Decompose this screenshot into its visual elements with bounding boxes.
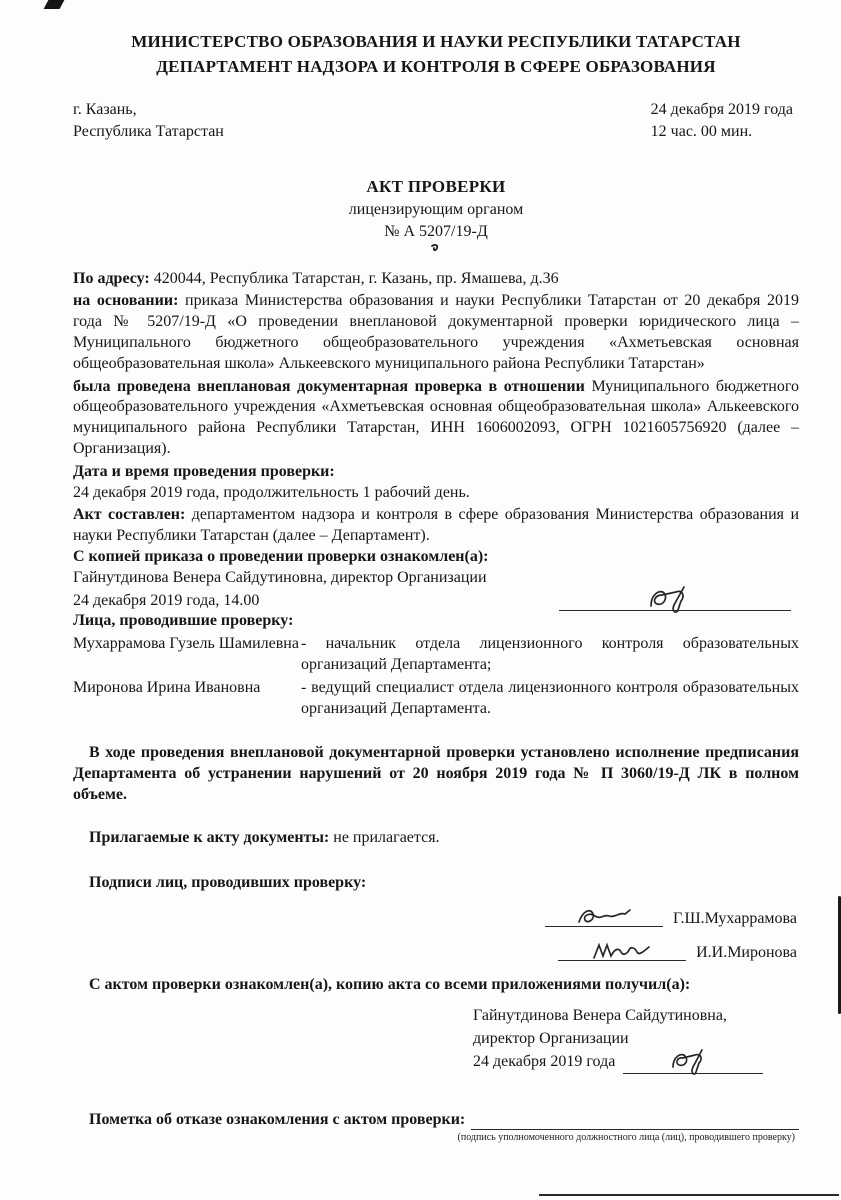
conducted-label: была проведена внеплановая документарная проверка в отношении (73, 377, 585, 395)
document-header (73, 30, 799, 79)
acknowledgment-heading: С актом проверки ознакомлен(а), копию акта со всеми приложениями получил(а): (89, 976, 691, 994)
department-name: ДЕПАРТАМЕНТ НАДЗОРА И КОНТРОЛЯ В СФЕРЕ ОБРАЗОВАНИЯ (156, 56, 716, 76)
inspector-name: Мухаррамова Гузель Шамилевна (73, 635, 299, 653)
copy-acquaintance-section (73, 547, 799, 611)
document-date: 24 декабря 2019 года (650, 101, 793, 119)
document-time: 12 час. 00 мин. (650, 122, 753, 140)
signature-line (558, 943, 686, 961)
refusal-section (73, 1110, 799, 1145)
inspector-role: - ведущий специалист отдела лицензионного контроля образовательных организаций Департамента. (301, 678, 799, 717)
attachments-label: Прилагаемые к акту документы: (89, 828, 330, 846)
datetime-block (651, 99, 799, 142)
scan-artifact-bottom-edge (539, 1194, 839, 1196)
meta-row (73, 99, 799, 142)
handwritten-signature (665, 1047, 721, 1077)
signature-line (559, 593, 791, 611)
address-text: 420044, Республика Татарстан, г. Казань, пр. Ямашева, д.36 (153, 269, 559, 287)
place-block (73, 99, 224, 142)
scan-artifact-top-left (44, 0, 65, 9)
signature-line (623, 1056, 763, 1074)
copy-person: Гайнутдинова Венера Сайдутиновна, директор Организации (73, 568, 487, 586)
acknowledgment-position: директор Организации (473, 1030, 629, 1048)
handwritten-signature (575, 904, 633, 930)
refusal-label: Пометка об отказе ознакомления с актом проверки: (89, 1110, 466, 1128)
inspector-signature-row (73, 943, 799, 961)
inspectors-section (73, 611, 799, 719)
document-body (73, 269, 799, 1145)
document-title: АКТ ПРОВЕРКИ (366, 177, 506, 197)
acknowledgment-block (473, 1004, 799, 1074)
refusal-caption: (подпись уполномоченного должностного лица (лиц), проводившего проверку) (457, 1132, 795, 1144)
conducted-text: Муниципального бюджетного общеобразовательного учреждения «Ахметьевская основная общеобразовательная школа» Алькеевского муниципального района Республики Татарстан, ИНН 1606002093, ОГРН 1021605756920 (далее – Организация). (73, 377, 800, 457)
signature-line (545, 909, 663, 927)
datetime-text: 24 декабря 2019 года, продолжительность 1 рабочий день. (73, 483, 470, 501)
copy-date: 24 декабря 2019 года, 14.00 (73, 591, 260, 609)
acknowledgment-date: 24 декабря 2019 года (473, 1053, 616, 1071)
inspector-role: - начальник отдела лицензионного контроля образовательных организаций Департамента; (301, 635, 799, 673)
composed-text: департаментом надзора и контроля в сфере образования Министерства образования и науки Республики Татарстан (далее – Департамент). (73, 506, 800, 545)
signatures-heading: Подписи лиц, проводивших проверку: (89, 873, 367, 891)
inspector-name: Миронова Ирина Ивановна (73, 678, 261, 696)
place-city: г. Казань, (73, 101, 137, 119)
composed-label: Акт составлен: (73, 506, 186, 524)
copy-label: С копией приказа о проведении проверки ознакомлен(а): (73, 547, 489, 565)
inspector-signature-name: Г.Ш.Мухаррамова (673, 909, 797, 927)
attachments-paragraph (73, 828, 799, 849)
refusal-signature-line (471, 1112, 799, 1130)
address-label: По адресу: (73, 269, 150, 287)
document-subtitle: лицензирующим органом (348, 201, 524, 219)
basis-label: на основании: (73, 292, 179, 310)
ink-mark (429, 243, 443, 253)
acknowledgment-person: Гайнутдинова Венера Сайдутиновна, (473, 1007, 727, 1025)
findings-paragraph: В ходе проведения внеплановой документарной проверки установлено исполнение предписания Департамента об устранении нарушений от 20 ноября 2019 года № П 3060/19-Д ЛК в полном объеме. (73, 744, 799, 803)
inspector-signature-name: И.И.Миронова (696, 943, 797, 961)
datetime-paragraph (73, 462, 799, 504)
address-paragraph (73, 269, 799, 290)
conducted-paragraph (73, 377, 799, 460)
composed-paragraph (73, 505, 799, 547)
place-region: Республика Татарстан (73, 122, 224, 140)
copy-date-row (73, 591, 799, 612)
basis-text: приказа Министерства образования и науки Республики Татарстан от 20 декабря 2019 года № 5207/19-Д «О проведении внеплановой документарной проверки юридического лица – Муниципального бюджетного общеобразовательного учреждения «Ахметьевская основная общеобразовательная школа» Алькеевского муниципального района Республики Татарстан» (73, 292, 800, 372)
datetime-label: Дата и время проведения проверки: (73, 462, 335, 480)
acknowledgment-date-row (473, 1050, 799, 1073)
handwritten-signature (591, 938, 653, 964)
document-number: № А 5207/19-Д (384, 223, 488, 240)
attachments-value: не прилагается. (333, 828, 440, 846)
basis-paragraph (73, 291, 799, 374)
inspectors-grid (73, 634, 799, 719)
refusal-row (73, 1110, 799, 1131)
handwritten-signature (643, 584, 707, 614)
inspectors-label: Лица, проводившие проверку: (73, 612, 294, 630)
ministry-name: МИНИСТЕРСТВО ОБРАЗОВАНИЯ И НАУКИ РЕСПУБЛИКИ ТАТАРСТАН (131, 32, 741, 51)
document-title-block (73, 176, 799, 252)
inspector-signature-row (73, 909, 799, 927)
